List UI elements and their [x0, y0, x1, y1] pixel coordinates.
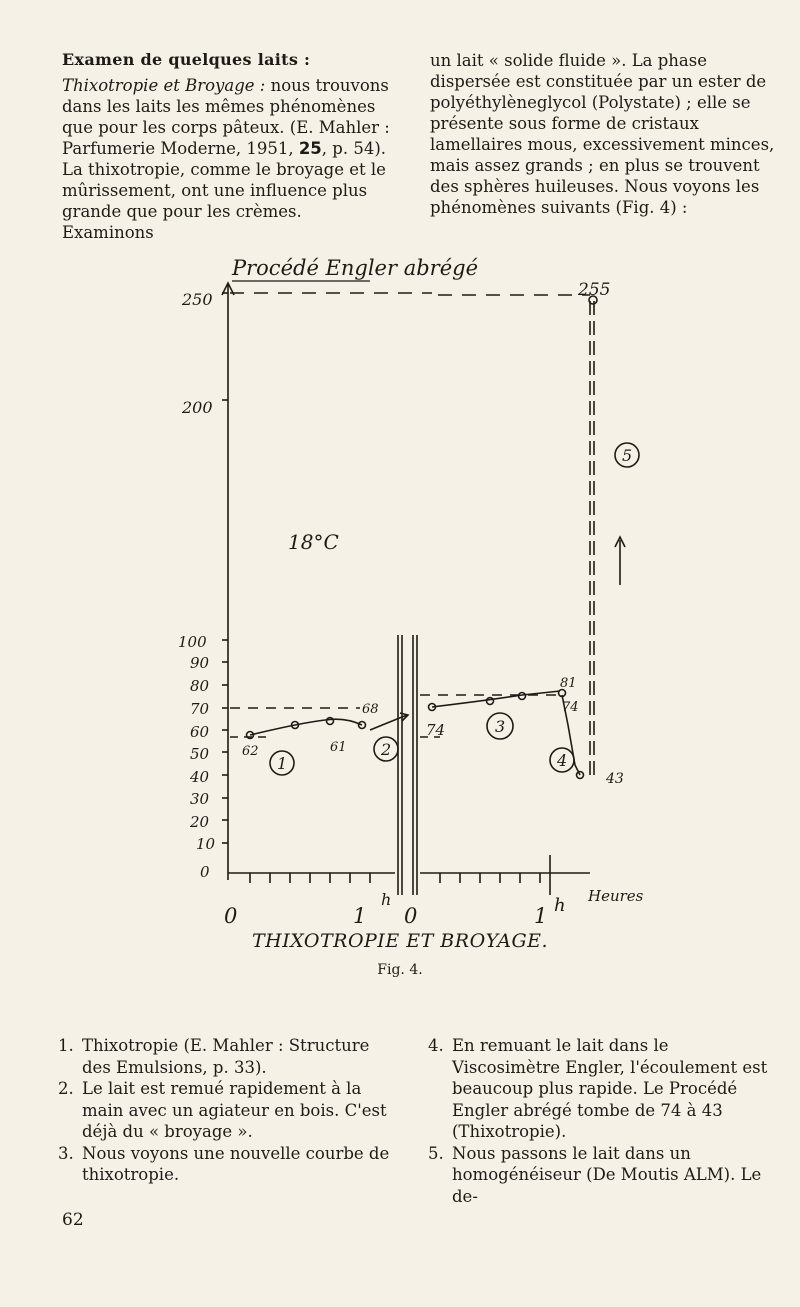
list-item — [58, 1035, 403, 1078]
y-tick-label-70: 70 — [190, 700, 210, 718]
x-unit-h-2: h — [554, 895, 566, 916]
curve-number-4: 4 — [557, 751, 568, 770]
intro-text-end: , p. 54). La thixotropie, comme le broyage et le mûrissement, ont une influence plus grande que pour les crèmes. Examinons — [62, 139, 387, 242]
note-text: Nous voyons une nouvelle courbe de thixotropie. — [82, 1143, 390, 1184]
y-tick-label-80: 80 — [190, 677, 210, 695]
y-tick-label-30: 30 — [190, 790, 210, 808]
x-label-0a: 0 — [224, 904, 238, 928]
right-paragraph: un lait « solide fluide ». La phase dispersée est constituée par un ester de polyéthylèneglycol (Polystate) ; elle se présente sous forme de cristaux lamellaires mous, excessivement minces, mais assez grands ; en plus se trouvent des sphères huileuses. Nous voyons les phénomènes suivants (Fig. 4) : — [430, 51, 775, 217]
curve-number-1: 1 — [277, 754, 288, 773]
value-label-43: 43 — [606, 771, 624, 787]
note-number: 4. — [428, 1036, 444, 1055]
note-text: Thixotropie (E. Mahler : Structure des Emulsions, p. 33). — [82, 1036, 370, 1077]
y-tick-label-100: 100 — [178, 633, 207, 651]
list-item — [428, 1143, 773, 1208]
curve-number-2: 2 — [381, 740, 392, 759]
curve-number-5: 5 — [622, 446, 633, 465]
value-label-68: 68 — [362, 702, 379, 717]
value-label-61: 61 — [330, 740, 347, 755]
curve-3 — [432, 691, 560, 707]
y-tick-label-60: 60 — [190, 723, 210, 741]
note-text: Nous passons le lait dans un homogénéiseur (De Moutis ALM). Le de- — [452, 1143, 762, 1206]
list-item — [428, 1035, 773, 1143]
x-label-1b: 1 — [534, 904, 548, 928]
right-column — [430, 50, 775, 218]
temperature-label: 18°C — [288, 530, 339, 554]
note-number: 1. — [58, 1036, 74, 1055]
note-number: 2. — [58, 1079, 74, 1098]
x-label-1a: 1 — [353, 904, 367, 928]
y-tick-label-20: 20 — [190, 813, 210, 831]
note-number: 3. — [58, 1143, 74, 1163]
note-number: 5. — [428, 1143, 444, 1163]
value-label-81: 81 — [560, 676, 577, 691]
notes-left-column — [58, 1035, 403, 1186]
list-item — [58, 1143, 403, 1186]
y-tick-label-40: 40 — [190, 768, 210, 786]
point-mid-3 — [487, 698, 494, 705]
value-label-74b: 74 — [562, 700, 579, 715]
note-text: En remuant le lait dans le Viscosimètre Engler, l'écoulement est beaucoup plus rapide. Le Procédé Engler abrégé tombe de 74 à 43 (Thixotropie). — [452, 1036, 768, 1141]
y-tick-label-90: 90 — [190, 654, 210, 672]
volume-number: 25 — [298, 139, 322, 158]
intro-italic: Thixotropie et Broyage : — [62, 76, 266, 95]
x-unit-h-1: h — [381, 890, 392, 909]
notes-right-column — [428, 1035, 773, 1207]
intro-paragraph — [62, 75, 390, 243]
curve-number-3: 3 — [495, 717, 506, 736]
section-heading: Examen de quelques laits : — [62, 50, 311, 69]
y-tick-label-50: 50 — [190, 745, 210, 763]
x-axis-label: Heures — [588, 887, 644, 905]
point-mid-2 — [327, 718, 334, 725]
curve-1 — [250, 719, 362, 735]
value-label-255: 255 — [578, 280, 611, 300]
figure-handwritten-title: Procédé Engler abrégé — [232, 256, 479, 280]
y-tick-label-250: 250 — [182, 290, 213, 309]
figure-4 — [170, 255, 690, 940]
note-text: Le lait est remué rapidement à la main avec un agiateur en bois. C'est déjà du « broyage ». — [82, 1079, 387, 1141]
figure-caption: Fig. 4. — [377, 962, 423, 978]
left-column — [62, 50, 390, 243]
value-label-62: 62 — [242, 744, 259, 759]
y-tick-label-10: 10 — [196, 835, 216, 853]
page-number: 62 — [62, 1210, 84, 1230]
figure-svg — [170, 255, 690, 940]
figure-title: THIXOTROPIE ET BROYAGE. — [251, 930, 549, 952]
intro-text: nous trouvons dans les laits les mêmes phénomènes que pour les corps pâteux. (E. Mahler : Parfumerie Moderne, 1951, — [62, 76, 390, 158]
value-label-74a: 74 — [426, 721, 446, 739]
y-tick-label-200: 200 — [182, 398, 213, 417]
y-tick-label-0: 0 — [200, 863, 210, 881]
list-item — [58, 1078, 403, 1143]
x-label-0b: 0 — [404, 904, 418, 928]
